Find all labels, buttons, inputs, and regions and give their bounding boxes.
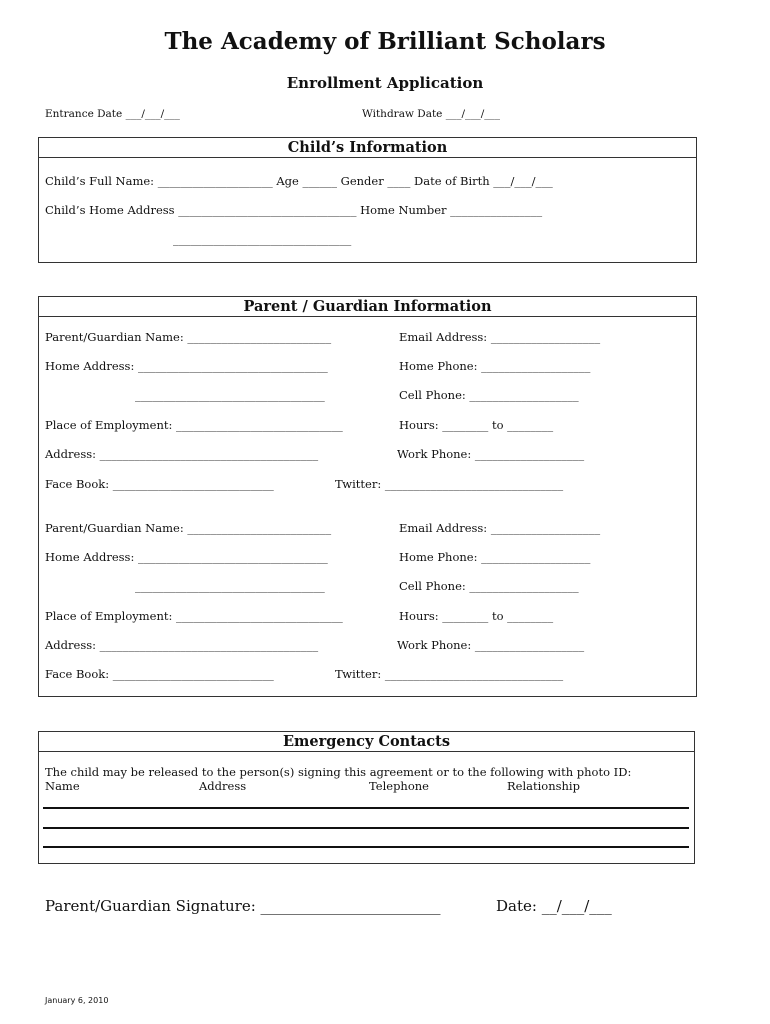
guardian-2-facebook-field[interactable]: Face Book: ____________________________ [45,667,274,681]
guardian-2-address-continuation[interactable]: _________________________________ [135,579,325,593]
guardian-2-email-field[interactable]: Email Address: ___________________ [399,521,601,535]
parent-info-heading: Parent / Guardian Information [39,297,696,317]
guardian-1-facebook-field[interactable]: Face Book: ____________________________ [45,477,274,491]
document-title: The Academy of Brilliant Scholars [164,28,606,55]
column-header-name: Name [45,779,80,793]
child-address-line[interactable]: Child’s Home Address _______________________________ Home Number ________________ [45,203,543,217]
guardian-2-name-field[interactable]: Parent/Guardian Name: _________________________ [45,521,332,535]
guardian-1-address-continuation[interactable]: _________________________________ [135,388,325,402]
signature-date-field[interactable]: Date: __/___/___ [496,897,612,915]
guardian-2-hours-field[interactable]: Hours: ________ to ________ [399,609,554,623]
emergency-contact-line-2[interactable] [43,827,689,829]
child-details-line[interactable]: Child’s Full Name: ____________________ Age ______ Gender ____ Date of Birth ___/___/___ [45,174,553,188]
guardian-2-employment-field[interactable]: Place of Employment: _____________________________ [45,609,343,623]
guardian-2-work-address-field[interactable]: Address: ______________________________________ [45,638,319,652]
parent-info-section [38,296,697,697]
column-header-address: Address [199,779,247,793]
guardian-1-hours-field[interactable]: Hours: ________ to ________ [399,418,554,432]
guardian-1-employment-field[interactable]: Place of Employment: _____________________________ [45,418,343,432]
child-address-continuation[interactable]: _______________________________ [173,232,352,246]
guardian-2-home-phone-field[interactable]: Home Phone: ___________________ [399,550,591,564]
guardian-1-home-phone-field[interactable]: Home Phone: ___________________ [399,359,591,373]
guardian-1-twitter-field[interactable]: Twitter: _______________________________ [335,477,564,491]
emergency-contacts-section [38,731,695,864]
withdraw-date-field[interactable]: Withdraw Date ___/___/___ [362,108,501,120]
emergency-contact-line-1[interactable] [43,807,689,809]
column-header-telephone: Telephone [369,779,429,793]
guardian-1-home-address-field[interactable]: Home Address: _________________________________ [45,359,328,373]
guardian-1-work-phone-field[interactable]: Work Phone: ___________________ [397,447,585,461]
emergency-contacts-heading: Emergency Contacts [39,732,694,752]
guardian-1-name-field[interactable]: Parent/Guardian Name: _________________________ [45,330,332,344]
guardian-2-twitter-field[interactable]: Twitter: _______________________________ [335,667,564,681]
emergency-instructions: The child may be released to the person(s) signing this agreement or to the following with photo ID: [45,765,632,779]
child-info-section [38,137,697,263]
guardian-2-cell-phone-field[interactable]: Cell Phone: ___________________ [399,579,579,593]
guardian-1-work-address-field[interactable]: Address: ______________________________________ [45,447,319,461]
child-info-heading: Child’s Information [39,138,696,158]
entrance-date-field[interactable]: Entrance Date ___/___/___ [45,108,180,120]
guardian-1-cell-phone-field[interactable]: Cell Phone: ___________________ [399,388,579,402]
column-header-relationship: Relationship [507,779,580,793]
guardian-2-work-phone-field[interactable]: Work Phone: ___________________ [397,638,585,652]
document-subtitle: Enrollment Application [286,74,484,92]
footer-date: January 6, 2010 [45,996,109,1005]
guardian-1-email-field[interactable]: Email Address: ___________________ [399,330,601,344]
guardian-2-home-address-field[interactable]: Home Address: _________________________________ [45,550,328,564]
guardian-signature-field[interactable]: Parent/Guardian Signature: ________________________ [45,897,441,915]
emergency-contact-line-3[interactable] [43,846,689,848]
